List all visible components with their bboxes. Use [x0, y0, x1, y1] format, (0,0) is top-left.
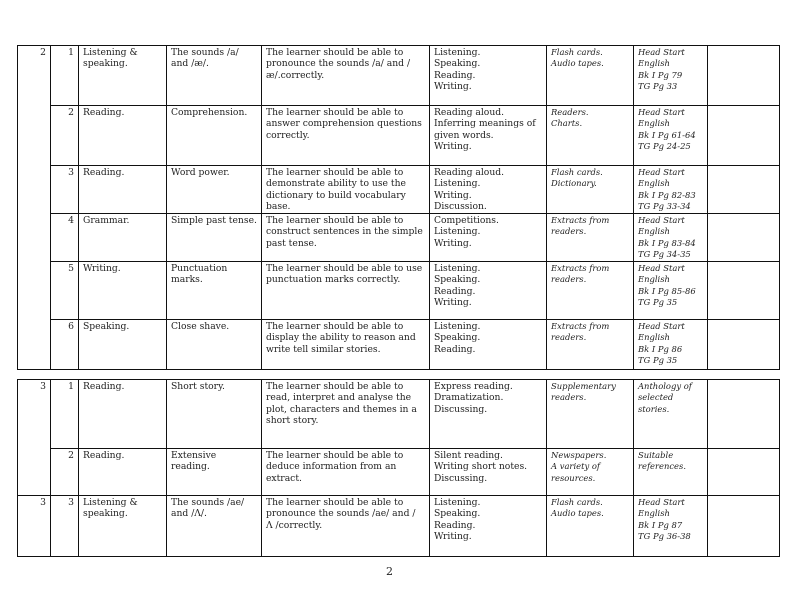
- week-cell: 2: [18, 46, 51, 370]
- activities-line: Listening.: [434, 263, 481, 274]
- lesson-cell: 6: [51, 320, 79, 370]
- remarks-cell: [708, 380, 780, 449]
- references-cell: [634, 262, 708, 320]
- scheme-of-work-table-week-3: [17, 379, 780, 557]
- week-cell: 3: [18, 496, 51, 557]
- references-line: Bk I Pg 85-86: [638, 285, 696, 296]
- references-line: stories.: [638, 403, 670, 414]
- resources-cell: [547, 320, 634, 370]
- activities-cell: [430, 214, 547, 262]
- activities-line: Listening.: [434, 497, 481, 508]
- resources-cell: [547, 449, 634, 496]
- subtopic-cell: Punctuation marks.: [167, 262, 262, 320]
- remarks-cell: [708, 449, 780, 496]
- subtopic-cell: Word power.: [167, 166, 262, 214]
- objectives-cell: The learner should be able to pronounce the sounds /ae/ and / Λ /correctly.: [262, 496, 430, 557]
- activities-line: Writing.: [434, 81, 472, 93]
- references-line: TG Pg 33-34: [638, 201, 691, 212]
- resources-line: Audio tapes.: [551, 508, 604, 519]
- resources-line: Charts.: [551, 118, 583, 129]
- references-line: English: [638, 58, 670, 69]
- references-line: English: [638, 508, 670, 519]
- references-line: Bk I Pg 83-84: [638, 237, 696, 248]
- subtopic-cell: The sounds /ae/ and /Λ/.: [167, 496, 262, 557]
- topic-cell: Writing.: [79, 262, 167, 320]
- activities-line: Dramatization.: [434, 392, 504, 404]
- resources-line: Supplementary readers.: [551, 381, 616, 403]
- activities-line: Reading aloud.: [434, 107, 505, 118]
- activities-line: Listening.: [434, 226, 481, 238]
- remarks-cell: [708, 106, 780, 166]
- table-row: [18, 46, 780, 106]
- activities-line: Listening.: [434, 178, 481, 190]
- objectives-cell: The learner should be able to use punctuation marks correctly.: [262, 262, 430, 320]
- references-cell: [634, 320, 708, 370]
- references-line: Anthology of selected: [638, 381, 692, 403]
- references-line: Head Start: [638, 107, 685, 117]
- topic-cell: Listening & speaking.: [79, 46, 167, 106]
- references-line: Bk I Pg 79: [638, 69, 683, 80]
- activities-line: Writing.: [434, 189, 472, 201]
- resources-cell: [547, 214, 634, 262]
- resources-line: Newspapers.: [551, 450, 607, 460]
- activities-line: Discussing.: [434, 403, 488, 415]
- activities-cell: [430, 380, 547, 449]
- activities-line: Reading.: [434, 519, 476, 531]
- topic-cell: Listening & speaking.: [79, 496, 167, 557]
- references-line: Head Start: [638, 167, 685, 177]
- references-line: English: [638, 332, 670, 343]
- activities-line: Writing short notes.: [434, 461, 528, 473]
- subtopic-cell: Extensive reading.: [167, 449, 262, 496]
- activities-line: Speaking.: [434, 58, 481, 70]
- references-line: TG Pg 33: [638, 81, 678, 92]
- activities-line: Speaking.: [434, 332, 481, 344]
- table-row: [18, 380, 780, 449]
- activities-line: Reading.: [434, 69, 476, 81]
- activities-cell: [430, 46, 547, 106]
- activities-line: Reading.: [434, 343, 476, 355]
- objectives-cell: The learner should be able to read, interpret and analyse the plot, characters and themes in a short story.: [262, 380, 430, 449]
- lesson-cell: 2: [51, 449, 79, 496]
- resources-line: Flash cards.: [551, 497, 603, 507]
- resources-cell: [547, 262, 634, 320]
- references-cell: [634, 496, 708, 557]
- scheme-of-work-table-week-2: [17, 45, 780, 370]
- subtopic-cell: Short story.: [167, 380, 262, 449]
- subtopic-cell: Close shave.: [167, 320, 262, 370]
- references-line: English: [638, 226, 670, 237]
- subtopic-cell: Simple past tense.: [167, 214, 262, 262]
- resources-line: Readers.: [551, 107, 589, 117]
- objectives-cell: The learner should be able to demonstrate ability to use the dictionary to build vocabulary base.: [262, 166, 430, 214]
- resources-line: Audio tapes.: [551, 58, 604, 69]
- activities-line: Discussing.: [434, 472, 488, 484]
- lesson-cell: 2: [51, 106, 79, 166]
- activities-cell: [430, 320, 547, 370]
- activities-line: Competitions.: [434, 215, 499, 226]
- resources-line: Flash cards.: [551, 167, 603, 177]
- references-line: English: [638, 118, 670, 129]
- activities-line: Inferring meanings of given words.: [434, 118, 536, 141]
- references-line: TG Pg 35: [638, 297, 678, 308]
- activities-cell: [430, 496, 547, 557]
- references-line: TG Pg 35: [638, 355, 678, 366]
- resources-line: resources.: [551, 472, 596, 483]
- resources-line: A variety of: [551, 461, 600, 472]
- resources-line: Extracts from readers.: [551, 263, 610, 285]
- references-line: Bk I Pg 61-64: [638, 129, 696, 140]
- references-cell: [634, 106, 708, 166]
- activities-cell: [430, 449, 547, 496]
- references-line: TG Pg 36-38: [638, 531, 691, 542]
- table-row: [18, 214, 780, 262]
- references-line: TG Pg 34-35: [638, 249, 691, 260]
- activities-line: Writing.: [434, 297, 472, 309]
- references-cell: [634, 46, 708, 106]
- activities-line: Listening.: [434, 47, 481, 58]
- references-line: TG Pg 24-25: [638, 141, 691, 152]
- subtopic-cell: The sounds /a/ and /æ/.: [167, 46, 262, 106]
- resources-line: Extracts from readers.: [551, 321, 610, 343]
- references-line: Head Start: [638, 215, 685, 225]
- table-row: [18, 320, 780, 370]
- remarks-cell: [708, 166, 780, 214]
- table-row: [18, 106, 780, 166]
- references-line: Head Start: [638, 47, 685, 57]
- resources-cell: [547, 166, 634, 214]
- table-row: [18, 166, 780, 214]
- activities-line: Reading.: [434, 285, 476, 297]
- activities-line: Listening.: [434, 321, 481, 332]
- references-line: Head Start: [638, 263, 685, 273]
- activities-line: Writing.: [434, 531, 472, 543]
- objectives-cell: The learner should be able to display the ability to reason and write tell similar stories.: [262, 320, 430, 370]
- activities-line: Speaking.: [434, 508, 481, 520]
- lesson-cell: 1: [51, 46, 79, 106]
- topic-cell: Reading.: [79, 106, 167, 166]
- remarks-cell: [708, 214, 780, 262]
- topic-cell: Reading.: [79, 166, 167, 214]
- activities-cell: [430, 106, 547, 166]
- resources-cell: [547, 46, 634, 106]
- references-cell: [634, 166, 708, 214]
- activities-line: Express reading.: [434, 381, 513, 392]
- topic-cell: Grammar.: [79, 214, 167, 262]
- lesson-cell: 3: [51, 496, 79, 557]
- references-line: English: [638, 274, 670, 285]
- lesson-cell: 4: [51, 214, 79, 262]
- table-row: [18, 262, 780, 320]
- activities-line: Reading aloud.: [434, 167, 505, 178]
- resources-line: Dictionary.: [551, 178, 597, 189]
- resources-line: Extracts from readers.: [551, 215, 610, 237]
- remarks-cell: [708, 262, 780, 320]
- week-cell: 3: [18, 380, 51, 496]
- references-line: Bk I Pg 87: [638, 519, 683, 530]
- lesson-cell: 1: [51, 380, 79, 449]
- objectives-cell: The learner should be able to answer comprehension questions correctly.: [262, 106, 430, 166]
- activities-line: Writing.: [434, 141, 472, 153]
- lesson-cell: 5: [51, 262, 79, 320]
- table-row: [18, 449, 780, 496]
- page-number: 2: [386, 565, 393, 578]
- remarks-cell: [708, 320, 780, 370]
- references-line: Head Start: [638, 321, 685, 331]
- references-line: Bk I Pg 86: [638, 343, 683, 354]
- objectives-cell: The learner should be able to construct sentences in the simple past tense.: [262, 214, 430, 262]
- remarks-cell: [708, 496, 780, 557]
- resources-cell: [547, 106, 634, 166]
- references-line: English: [638, 178, 670, 189]
- lesson-cell: 3: [51, 166, 79, 214]
- activities-line: Speaking.: [434, 274, 481, 286]
- references-line: Bk I Pg 82-83: [638, 189, 696, 200]
- references-cell: [634, 214, 708, 262]
- topic-cell: Reading.: [79, 380, 167, 449]
- references-cell: [634, 449, 708, 496]
- references-line: Suitable references.: [638, 450, 686, 472]
- topic-cell: Speaking.: [79, 320, 167, 370]
- resources-cell: [547, 380, 634, 449]
- objectives-cell: The learner should be able to pronounce the sounds /a/ and /æ/.correctly.: [262, 46, 430, 106]
- activities-line: Discussion.: [434, 201, 487, 213]
- topic-cell: Reading.: [79, 449, 167, 496]
- activities-line: Writing.: [434, 237, 472, 249]
- objectives-cell: The learner should be able to deduce information from an extract.: [262, 449, 430, 496]
- resources-cell: [547, 496, 634, 557]
- references-line: Head Start: [638, 497, 685, 507]
- table-row: [18, 496, 780, 557]
- remarks-cell: [708, 46, 780, 106]
- activities-line: Silent reading.: [434, 450, 503, 461]
- resources-line: Flash cards.: [551, 47, 603, 57]
- activities-cell: [430, 166, 547, 214]
- activities-cell: [430, 262, 547, 320]
- subtopic-cell: Comprehension.: [167, 106, 262, 166]
- references-cell: [634, 380, 708, 449]
